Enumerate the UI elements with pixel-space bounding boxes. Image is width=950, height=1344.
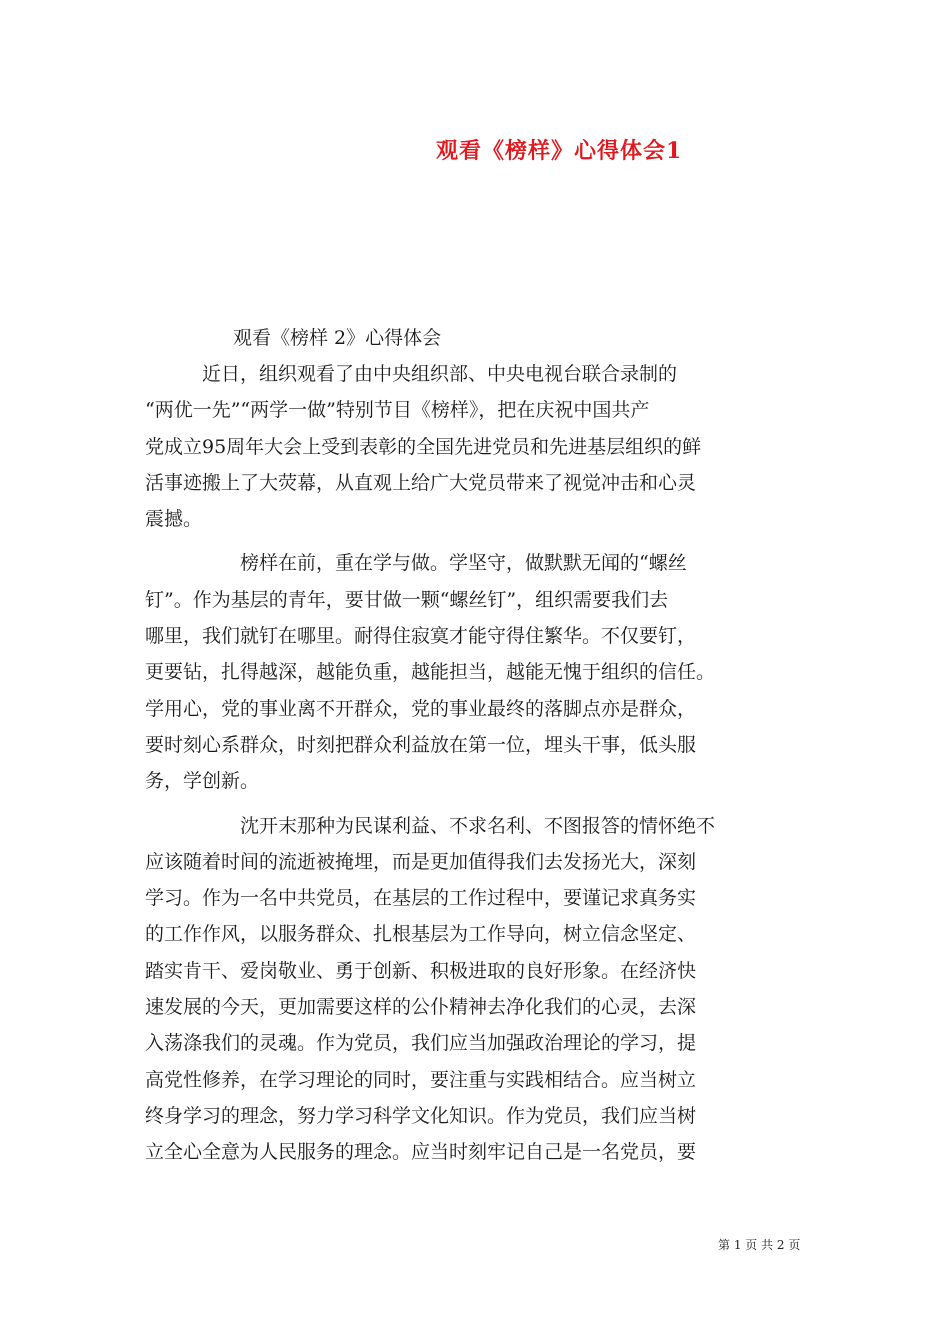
text-line: 震撼。 bbox=[145, 508, 203, 531]
text-line: 务，学创新。 bbox=[145, 770, 260, 793]
text-line: 踏实肯干、爱岗敬业、勇于创新、积极进取的良好形象。在经济快 bbox=[145, 959, 697, 982]
document-subtitle: 观看《榜样 2》心得体会 bbox=[233, 327, 442, 349]
text-line: 立全心全意为人民服务的理念。应当时刻牢记自己是一名党员，要 bbox=[145, 1141, 697, 1164]
text-line: 活事迹搬上了大荧幕，从直观上给广大党员带来了视觉冲击和心灵 bbox=[145, 471, 697, 494]
document-body bbox=[145, 320, 815, 1171]
page-number: 第 1 页 共 2 页 bbox=[718, 1238, 801, 1252]
text-line: 要时刻心系群众，时刻把群众利益放在第一位，埋头干事，低头服 bbox=[145, 733, 697, 756]
text-line: “两优一先”“两学一做”特别节目《榜样》，把在庆祝中国共产 bbox=[145, 399, 650, 422]
text-line: 应该随着时间的流逝被掩埋，而是更加值得我们去发扬光大，深刻 bbox=[145, 850, 697, 873]
paragraph bbox=[145, 808, 815, 1171]
text-line: 入荡涤我们的灵魂。作为党员，我们应当加强政治理论的学习，提 bbox=[145, 1032, 697, 1055]
paragraph bbox=[145, 545, 815, 799]
text-line: 钉”。作为基层的青年，要甘做一颗“螺丝钉”，组织需要我们去 bbox=[145, 588, 669, 611]
text-line: 的工作作风，以服务群众、扎根基层为工作导向，树立信念坚定、 bbox=[145, 923, 697, 946]
text-line: 学习。作为一名中共党员，在基层的工作过程中，要谨记求真务实 bbox=[145, 887, 697, 910]
text-line: 党成立95周年大会上受到表彰的全国先进党员和先进基层组织的鲜 bbox=[145, 435, 702, 458]
text-line: 近日，组织观看了由中央组织部、中央电视台联合录制的 bbox=[145, 363, 678, 385]
document-title: 观看《榜样》心得体会1 bbox=[436, 138, 683, 164]
text-line: 更要钻，扎得越深，越能负重，越能担当，越能无愧于组织的信任。 bbox=[145, 661, 716, 684]
text-line: 沈开末那种为民谋利益、不求名利、不图报答的情怀绝不 bbox=[145, 814, 716, 837]
text-line: 速发展的今天，更加需要这样的公仆精神去净化我们的心灵，去深 bbox=[145, 996, 697, 1019]
text-line: 学用心，党的事业离不开群众，党的事业最终的落脚点亦是群众， bbox=[145, 697, 697, 720]
text-line: 终身学习的理念，努力学习科学文化知识。作为党员，我们应当树 bbox=[145, 1104, 697, 1127]
text-line: 哪里，我们就钉在哪里。耐得住寂寞才能守得住繁华。不仅要钉， bbox=[145, 625, 697, 648]
text-line: 榜样在前，重在学与做。学坚守，做默默无闻的“螺丝 bbox=[145, 552, 687, 575]
text-line: 高党性修养，在学习理论的同时，要注重与实践相结合。应当树立 bbox=[145, 1068, 697, 1091]
paragraph bbox=[145, 356, 815, 537]
